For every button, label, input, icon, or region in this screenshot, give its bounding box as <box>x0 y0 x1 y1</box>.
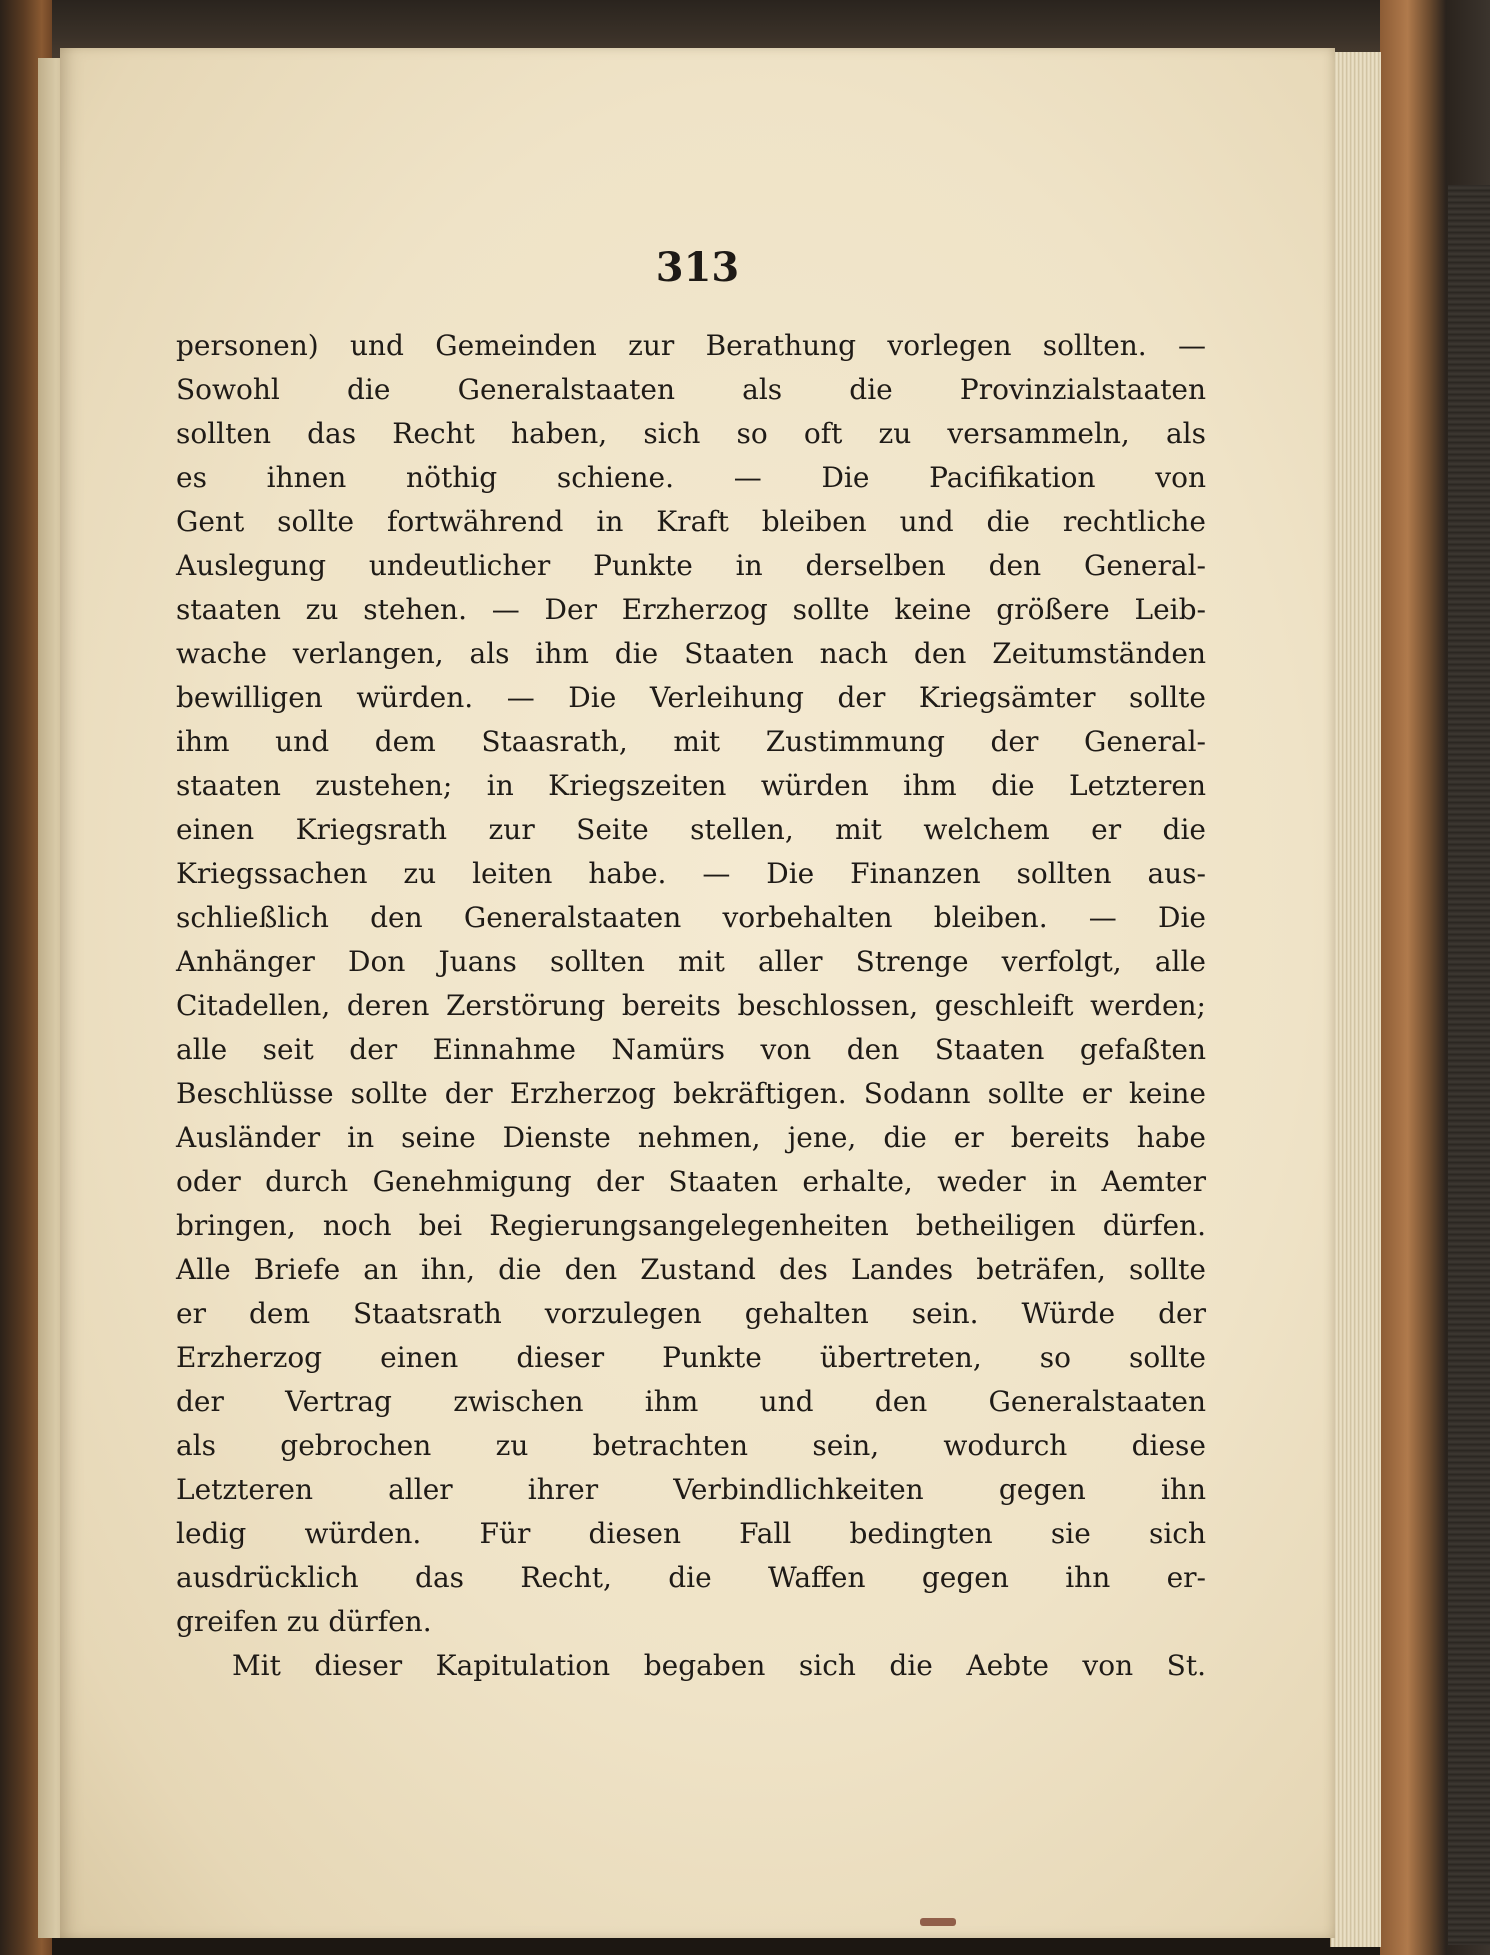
text-line: greifen zu dürfen. <box>176 1605 432 1638</box>
text-line: ausdrücklich das Recht, die Waffen gegen ihn er- <box>176 1561 1206 1594</box>
text-line: Ausländer in seine Dienste nehmen, jene, die er bereits habe <box>176 1121 1206 1154</box>
text-line: staaten zustehen; in Kriegszeiten würden ihm die Letzteren <box>176 769 1206 802</box>
page-stack-edge <box>1330 52 1381 1947</box>
text-line: Letzteren aller ihrer Verbindlichkeiten gegen ihn <box>176 1473 1206 1506</box>
text-line: Erzherzog einen dieser Punkte übertreten, so sollte <box>176 1341 1206 1374</box>
text-line: bringen, noch bei Regierungsangelegenheiten betheiligen dürfen. <box>176 1209 1206 1242</box>
text-line: staaten zu stehen. — Der Erzherzog sollte keine größere Leib- <box>176 593 1206 626</box>
text-line: schließlich den Generalstaaten vorbehalten bleiben. — Die <box>176 901 1206 934</box>
text-line: Auslegung undeutlicher Punkte in derselben den General- <box>176 549 1206 582</box>
text-line: Alle Briefe an ihn, die den Zustand des Landes beträfen, sollte <box>176 1253 1206 1286</box>
text-line: Citadellen, deren Zerstörung bereits beschlossen, geschleift werden; <box>176 989 1206 1022</box>
text-line: Sowohl die Generalstaaten als die Provinzialstaaten <box>176 373 1206 406</box>
text-line: Kriegssachen zu leiten habe. — Die Finanzen sollten aus- <box>176 857 1206 890</box>
text-line: ihm und dem Staasrath, mit Zustimmung der General- <box>176 725 1206 758</box>
text-line: er dem Staatsrath vorzulegen gehalten sein. Würde der <box>176 1297 1206 1330</box>
text-line: alle seit der Einnahme Namürs von den Staaten gefaßten <box>176 1033 1206 1066</box>
ink-mark <box>920 1918 956 1926</box>
page-number: 313 <box>655 244 740 291</box>
text-line: Gent sollte fortwährend in Kraft bleiben und die rechtliche <box>176 505 1206 538</box>
text-line: Anhänger Don Juans sollten mit aller Strenge verfolgt, alle <box>176 945 1206 978</box>
text-line: Mit dieser Kapitulation begaben sich die Aebte von St. <box>232 1649 1206 1682</box>
text-line: bewilligen würden. — Die Verleihung der Kriegsämter sollte <box>176 681 1206 714</box>
book-page <box>60 48 1335 1938</box>
text-line: der Vertrag zwischen ihm und den Generalstaaten <box>176 1385 1206 1418</box>
text-line: als gebrochen zu betrachten sein, wodurch diese <box>176 1429 1206 1462</box>
text-line: sollten das Recht haben, sich so oft zu versammeln, als <box>176 417 1206 450</box>
book-spine <box>1448 185 1490 1945</box>
text-line: einen Kriegsrath zur Seite stellen, mit welchem er die <box>176 813 1206 846</box>
text-line: ledig würden. Für diesen Fall bedingten sie sich <box>176 1517 1206 1550</box>
text-line: personen) und Gemeinden zur Berathung vorlegen sollten. — <box>176 329 1206 362</box>
text-line: wache verlangen, als ihm die Staaten nach den Zeitumständen <box>176 637 1206 670</box>
body-text <box>176 324 1206 1688</box>
text-line: es ihnen nöthig schiene. — Die Pacifikation von <box>176 461 1206 494</box>
text-line: oder durch Genehmigung der Staaten erhalte, weder in Aemter <box>176 1165 1206 1198</box>
text-line: Beschlüsse sollte der Erzherzog bekräftigen. Sodann sollte er keine <box>176 1077 1206 1110</box>
